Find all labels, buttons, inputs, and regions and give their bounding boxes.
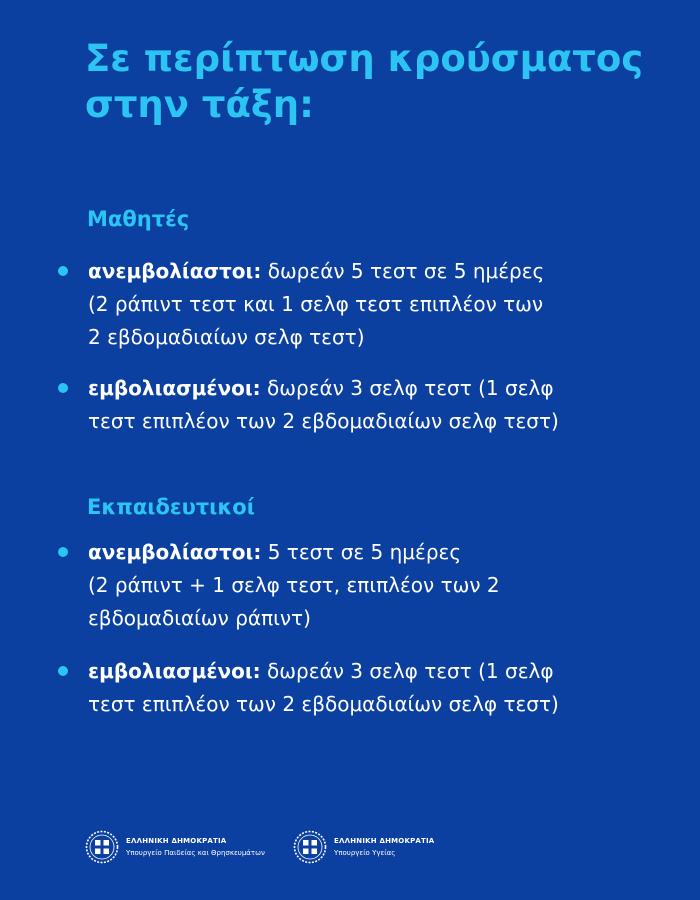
list-item-line-3: εβδομαδιαίων ράπιντ) — [88, 606, 311, 630]
section-heading-students: Μαθητές — [87, 207, 190, 231]
list-item-line-2: (2 ράπιντ + 1 σελφ τεστ, επιπλέον των 2 — [88, 573, 500, 597]
list-item-text — [88, 255, 648, 354]
list-item-text — [88, 536, 648, 635]
page-title — [85, 36, 675, 128]
list-item-text — [88, 372, 648, 438]
list-item-line-2: τεστ επιπλέον των 2 εβδομαδιαίων σελφ τεστ) — [88, 692, 559, 716]
list-item-line-1-text: 5 τεστ σε 5 ημέρες — [261, 540, 462, 564]
list-item-line-3: 2 εβδομαδιαίων σελφ τεστ) — [88, 325, 365, 349]
list-item-line-1-text: δωρεάν 3 σελφ τεστ (1 σελφ — [260, 376, 554, 400]
list-item-label: εμβολιασμένοι: — [88, 659, 261, 683]
bullet-dot-icon — [58, 547, 68, 557]
list-item-line-2: τεστ επιπλέον των 2 εβδομαδιαίων σελφ τεστ) — [88, 409, 559, 433]
bullet-dot-icon — [58, 383, 68, 393]
section-heading-teachers: Εκπαιδευτικοί — [87, 495, 255, 519]
ministry-of-education-logo — [85, 830, 285, 870]
list-item-line-1 — [88, 255, 648, 288]
bullet-dot-icon — [58, 666, 68, 676]
list-item-line-1 — [88, 372, 648, 405]
logo-subtitle: Υπουργείο Παιδείας και Θρησκευμάτων — [126, 849, 265, 857]
title-line-1: Σε περίπτωση κρούσματος — [85, 37, 644, 80]
list-item-line-1-text: δωρεάν 3 σελφ τεστ (1 σελφ — [260, 659, 554, 683]
list-item-label: ανεμβολίαστοι: — [88, 540, 262, 564]
list-item-label: ανεμβολίαστοι: — [88, 259, 262, 283]
title-line-2: στην τάξη: — [85, 83, 314, 126]
ministry-of-health-logo — [293, 830, 453, 870]
greek-coat-of-arms-icon — [85, 830, 119, 864]
list-item-line-1 — [88, 536, 648, 569]
list-item-text — [88, 655, 648, 721]
logo-title: ΕΛΛΗΝΙΚΗ ΔΗΜΟΚΡΑΤΙΑ — [126, 837, 227, 845]
list-item-label: εμβολιασμένοι: — [88, 376, 261, 400]
logo-subtitle: Υπουργείο Υγείας — [334, 849, 396, 857]
bullet-dot-icon — [58, 266, 68, 276]
greek-coat-of-arms-icon — [293, 830, 327, 864]
logo-title: ΕΛΛΗΝΙΚΗ ΔΗΜΟΚΡΑΤΙΑ — [334, 837, 435, 845]
list-item-line-2: (2 ράπιντ τεστ και 1 σελφ τεστ επιπλέον των — [88, 292, 544, 316]
list-item-line-1 — [88, 655, 648, 688]
list-item-line-1-text: δωρεάν 5 τεστ σε 5 ημέρες — [261, 259, 545, 283]
